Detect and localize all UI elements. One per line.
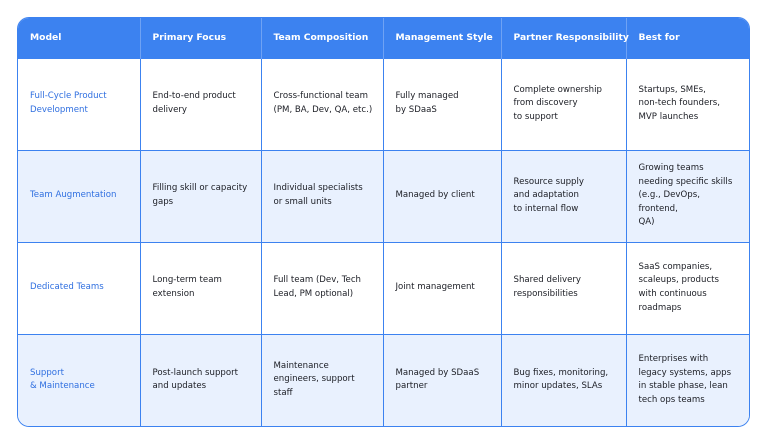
cell-team-composition: Full team (Dev, Tech Lead, PM optional) (261, 242, 383, 334)
cell-team-composition: Individual specialists or small units (261, 150, 383, 242)
header-primary-focus: Primary Focus (140, 18, 261, 58)
header-best-for: Best for (638, 32, 680, 44)
cell-management-style: Managed by client (383, 150, 501, 242)
cell-partner-responsibility: Shared delivery responsibilities (501, 242, 626, 334)
cell-team-composition: Maintenance engineers, support staff (261, 334, 383, 426)
table-row (18, 150, 749, 242)
engagement-models-table (18, 18, 749, 426)
cell-model: Full-Cycle Product Development (18, 58, 140, 150)
cell-model: Support & Maintenance (18, 334, 140, 426)
comparison-table-container (17, 17, 750, 427)
header-model: Model (18, 18, 140, 58)
cell-primary-focus: End-to-end product delivery (140, 58, 261, 150)
table-row (18, 334, 749, 426)
header-team-composition: Team Composition (261, 18, 383, 58)
cell-best-for: Enterprises with legacy systems, apps in stable phase, lean tech ops teams (626, 334, 749, 426)
cell-best-for: Growing teams needing specific skills (e.g., DevOps, frontend, QA) (626, 150, 749, 242)
cell-best-for: Startups, SMEs, non-tech founders, MVP launches (626, 58, 749, 150)
cell-partner-responsibility: Complete ownership from discovery to support (501, 58, 626, 150)
cell-best-for: SaaS companies, scaleups, products with continuous roadmaps (626, 242, 749, 334)
table-row (18, 242, 749, 334)
cell-team-composition: Cross-functional team (PM, BA, Dev, QA, etc.) (261, 58, 383, 150)
cell-management-style: Fully managed by SDaaS (383, 58, 501, 150)
cell-primary-focus: Post-launch support and updates (140, 334, 261, 426)
cell-primary-focus: Filling skill or capacity gaps (140, 150, 261, 242)
header-partner-responsibility: Partner Responsibility (501, 18, 626, 58)
cell-model: Team Augmentation (18, 150, 140, 242)
table-header-row (18, 18, 749, 58)
header-management-style: Management Style (383, 18, 501, 58)
table-row (18, 58, 749, 150)
cell-management-style: Managed by SDaaS partner (383, 334, 501, 426)
cell-management-style: Joint management (383, 242, 501, 334)
cell-partner-responsibility: Bug fixes, monitoring, minor updates, SLAs (501, 334, 626, 426)
cell-primary-focus: Long-term team extension (140, 242, 261, 334)
cell-model: Dedicated Teams (18, 242, 140, 334)
cell-partner-responsibility: Resource supply and adaptation to internal flow (501, 150, 626, 242)
